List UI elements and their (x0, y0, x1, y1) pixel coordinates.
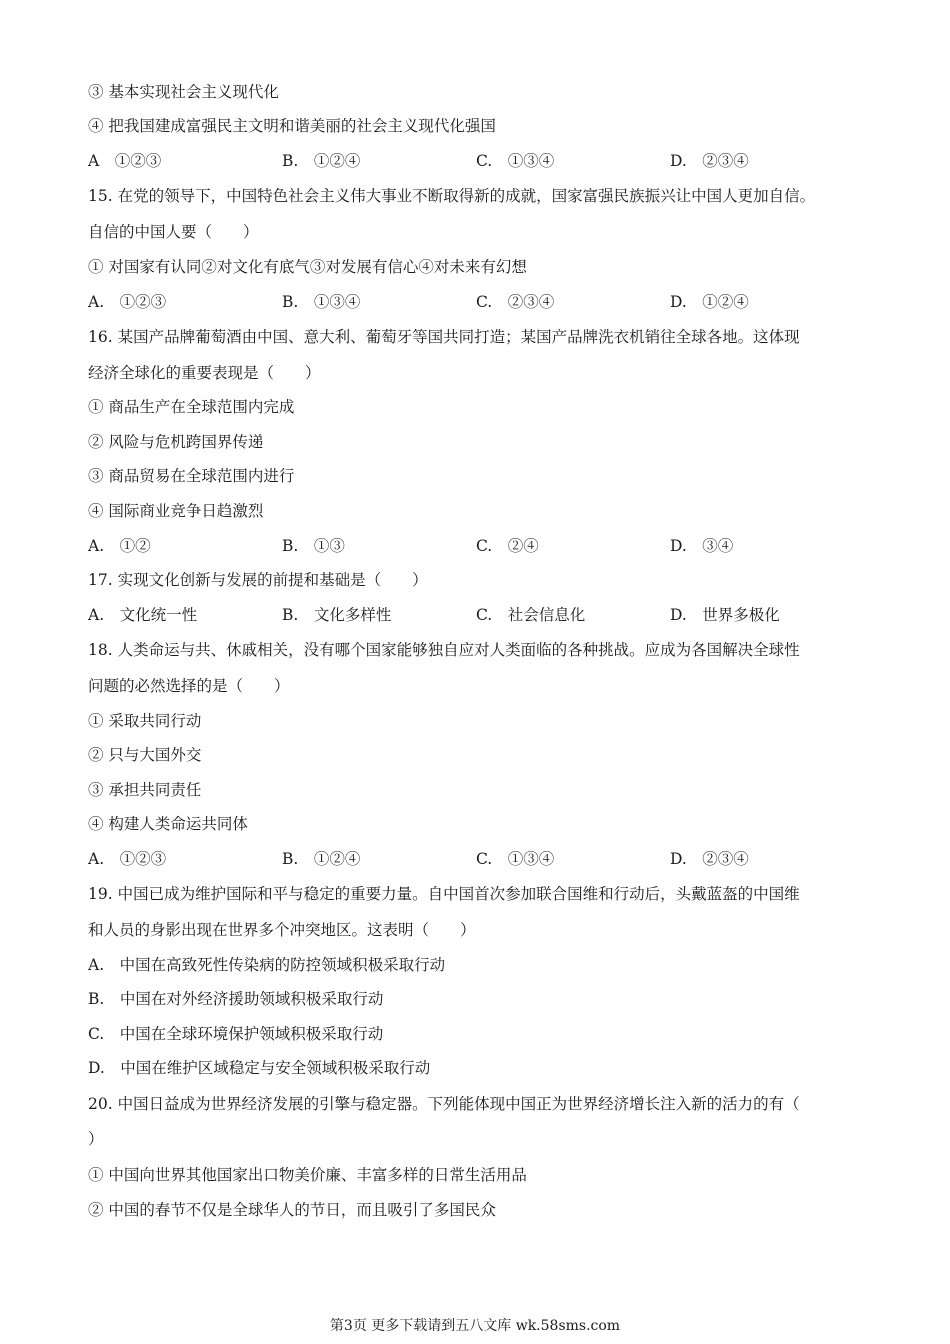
q19-option-a: A. 中国在高致死性传染病的防控领域积极采取行动 (88, 956, 446, 974)
q19-option-c: C. 中国在全球环境保护领域积极采取行动 (88, 1025, 384, 1043)
page-footer: 第3页 更多下载请到五八文库 wk.58sms.com (329, 1318, 621, 1334)
q19-stem-line1: 19. 中国已成为维护国际和平与稳定的重要力量。自中国首次参加联合国维和行动后，头戴蓝盔的中国维 (88, 885, 800, 903)
q16-stem-line2: 经济全球化的重要表现是（ ） (88, 364, 321, 382)
q16-stem-line1: 16. 某国产品牌葡萄酒由中国、意大利、葡萄牙等国共同打造；某国产品牌洗衣机销往全球各地。这体现 (88, 328, 800, 346)
q16-options (88, 536, 868, 556)
q14-option-c: C. ①③④ (476, 152, 555, 170)
q17-option-b: B. 文化多样性 (282, 606, 392, 624)
q14-item-4: ④ 把我国建成富强民主文明和谐美丽的社会主义现代化强国 (88, 117, 496, 135)
q17-option-c: C. 社会信息化 (476, 606, 586, 624)
q15-stem-line2: 自信的中国人要（ ） (88, 223, 259, 241)
q18-option-d: D. ②③④ (670, 850, 749, 868)
q19-option-b: B. 中国在对外经济援助领域积极采取行动 (88, 990, 384, 1008)
q17-option-a: A. 文化统一性 (88, 606, 198, 624)
q16-item-2: ② 风险与危机跨国界传递 (88, 433, 264, 451)
q14-options (88, 151, 868, 171)
q18-option-b: B. ①②④ (282, 850, 361, 868)
q20-item-1: ① 中国向世界其他国家出口物美价廉、丰富多样的日常生活用品 (88, 1166, 527, 1184)
q18-item-1: ① 采取共同行动 (88, 712, 202, 730)
q16-option-d: D. ③④ (670, 537, 734, 555)
q18-item-3: ③ 承担共同责任 (88, 781, 202, 799)
q15-option-c: C. ②③④ (476, 293, 555, 311)
q14-option-a: A ①②③ (88, 152, 162, 170)
q18-option-a: A. ①②③ (88, 850, 167, 868)
q15-option-a: A. ①②③ (88, 293, 167, 311)
q18-options (88, 849, 868, 869)
q16-item-3: ③ 商品贸易在全球范围内进行 (88, 467, 295, 485)
q16-item-4: ④ 国际商业竞争日趋激烈 (88, 502, 264, 520)
q17-options (88, 605, 868, 625)
q20-stem-line2: ） (88, 1130, 104, 1148)
q15-items: ① 对国家有认同②对文化有底气③对发展有信心④对未来有幻想 (88, 258, 527, 276)
q15-option-b: B. ①③④ (282, 293, 361, 311)
q14-item-3: ③ 基本实现社会主义现代化 (88, 83, 279, 101)
q18-option-c: C. ①③④ (476, 850, 555, 868)
q17-option-d: D. 世界多极化 (670, 606, 780, 624)
q14-option-d: D. ②③④ (670, 152, 749, 170)
q20-stem-line1: 20. 中国日益成为世界经济发展的引擎与稳定器。下列能体现中国正为世界经济增长注入新的活力的有（ (88, 1095, 800, 1113)
q18-item-4: ④ 构建人类命运共同体 (88, 815, 248, 833)
q17-stem: 17. 实现文化创新与发展的前提和基础是（ ） (88, 571, 428, 589)
q15-stem-line1: 15. 在党的领导下，中国特色社会主义伟大事业不断取得新的成就，国家富强民族振兴让中国人更加自信。 (88, 187, 816, 205)
q16-option-b: B. ①③ (282, 537, 345, 555)
q15-option-d: D. ①②④ (670, 293, 749, 311)
q16-option-c: C. ②④ (476, 537, 539, 555)
q20-item-2: ② 中国的春节不仅是全球华人的节日，而且吸引了多国民众 (88, 1201, 496, 1219)
q18-stem-line2: 问题的必然选择的是（ ） (88, 677, 290, 695)
q18-item-2: ② 只与大国外交 (88, 746, 202, 764)
q18-stem-line1: 18. 人类命运与共、休戚相关，没有哪个国家能够独自应对人类面临的各种挑战。应成为各国解决全球性 (88, 641, 800, 659)
q19-stem-line2: 和人员的身影出现在世界多个冲突地区。这表明（ ） (88, 921, 476, 939)
q19-option-d: D. 中国在维护区域稳定与安全领域积极采取行动 (88, 1059, 431, 1077)
q15-options (88, 292, 868, 312)
q16-item-1: ① 商品生产在全球范围内完成 (88, 398, 295, 416)
q14-option-b: B. ①②④ (282, 152, 361, 170)
q16-option-a: A. ①② (88, 537, 151, 555)
